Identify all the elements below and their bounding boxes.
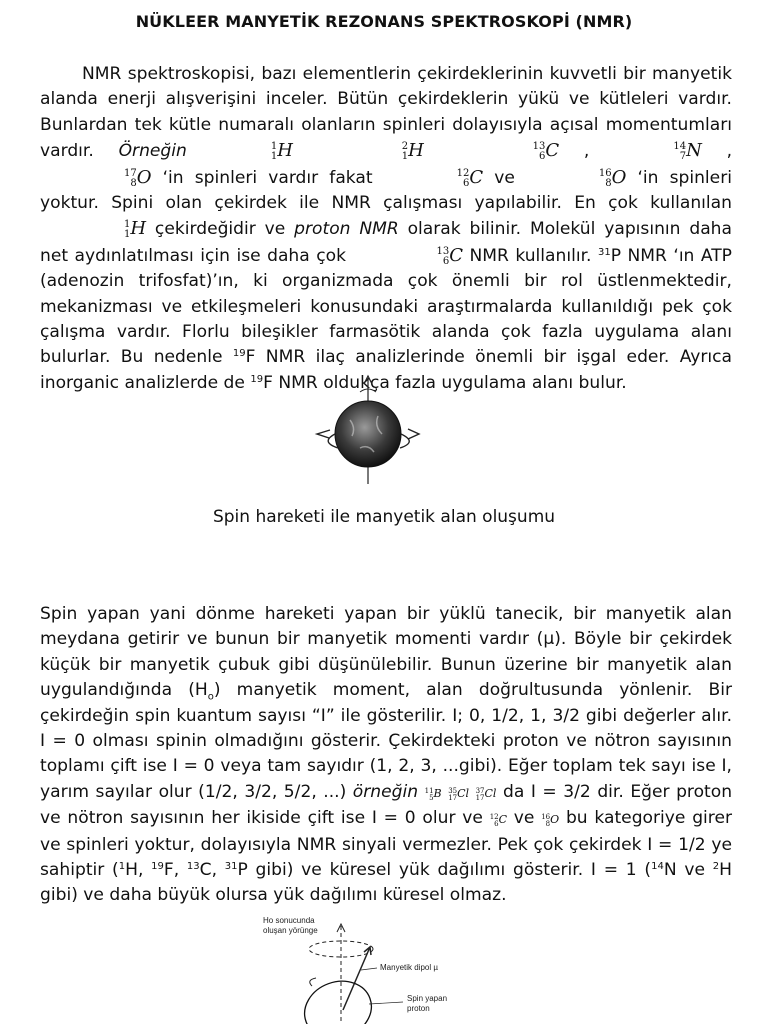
precession-figure [250, 912, 470, 1024]
spin-sphere-figure [300, 372, 440, 492]
isotope-c12: 12 6 C [456, 166, 484, 189]
label-proton-1: Spin yapan [407, 994, 448, 1003]
isotope-h2: 2 1 H [401, 140, 424, 163]
isotope-n14: 14 7 N [673, 140, 702, 163]
label-orbit-2: oluşan yörünge [263, 926, 318, 935]
isotope-c12-small: 12 6 C [489, 813, 508, 829]
page-title: NÜKLEER MANYETİK REZONANS SPEKTROSKOPİ (NMR) [135, 12, 633, 31]
paragraph-intro: NMR spektroskopisi, bazı elementlerin çekirdeklerinin kuvvetli bir manyetik alanda enerji alışverişini inceler. Bütün çekirdeklerin yükü ve kütleleri vardır. Bunlardan tek kütle numaralı olanların spinleri dolayısıyla açısal momentumları vardır. Örneğin 1 1 H 2 1 H 13 6 C , 14 7 N , 17 8 O ‘in spinleri vardır fakat 12 6 C ve 16 8 O ‘in spinleri yoktur. Spini olan çekirdek ile NMR çalışması yapılabilir. En çok kullanılan 1 1 H çekirdeğidir ve proton NMR olarak bilinir. Molekül yapısının daha net aydınlatılması için ise daha çok 13 6 C NMR kullanılır. $^{31}$P NMR ‘ın ATP (adenozin trifosfat)’ın, ki organizmada çok önemli bir rol üstlenmektedir, mekanizması ve etkileşmeleri konusundaki araştırmalarda kullanıldığı pek çok çalışma vardır. Florlu bileşikler farmasötik alanda çok fazla uygulama alanı bulurlar. Bu nedenle $^{19}$F NMR ilaç analizlerinde önemli bir işgal eder. Ayrıca inorganic analizlerde de $^{19}$F NMR oldukça fazla uygulama alanı bulur. [40, 64, 733, 393]
isotope-b11: 11 5 B [424, 786, 442, 802]
isotope-h1-b: 1 1 H [124, 218, 147, 241]
label-orbit-1: Ho sonucunda [263, 916, 315, 925]
isotope-c13: 13 6 C [532, 140, 560, 163]
figure-caption: Spin hareketi ile manyetik alan oluşumu [212, 507, 556, 527]
label-proton-2: proton [407, 1004, 430, 1013]
label-dipole: Manyetik dipol µ [380, 963, 438, 972]
isotope-o16-small: 16 8 O [541, 813, 560, 829]
isotope-cl35: 35 17 Cl [448, 786, 470, 802]
paragraph-spin: Spin yapan yani dönme hareketi yapan bir yüklü tanecik, bir manyetik alan meydana getirir ve bunun bir manyetik momenti vardır (µ). Böyle bir çekirdek küçük bir manyetik çubuk gibi düşünülebilir. Bunun üzerine bir manyetik alan uygulandığında $(H_o)$ manyetik moment, alan doğrultusunda yönlenir. Bir çekirdeğin spin kuantum sayısı “I” ile gösterilir. I; 0, 1/2, 1, 3/2 gibi değerler alır. I = 0 olması spinin olmadığını gösterir. Çekirdekteki proton ve nötron sayısının toplamı çift ise I = 0 veya tam sayıdır (1, 2, 3, ...gibi). Eğer toplam tek sayı ise I, yarım sayılar olur (1/2, 3/2, 5/2, ...) örneğin 11 5 B 35 17 Cl 37 17 Cl da I = 3/2 dir. Eğer proton ve nötron sayısının her ikiside çift ise I = 0 olur ve 12 6 C ve 16 8 O bu kategoriye girer ve spinleri yoktur, dolayısıyla NMR sinyali vermezler. Pek çok çekirdek I = 1/2 ye sahiptir ($^1$H, $^{19}$F, $^{13}$C, $^{31}$P gibi) ve küresel yük dağılımı gösterir. I = 1 ($^{14}$N ve $^2$H gibi) ve daha büyük olursa yük dağılımı küresel olmaz. [40, 604, 733, 906]
isotope-h1: 1 1 H [270, 140, 293, 163]
isotope-c13-b: 13 6 C [436, 244, 463, 267]
isotope-o16: 16 8 O [598, 166, 627, 189]
isotope-cl37: 37 17 Cl [475, 786, 497, 802]
isotope-o17: 17 8 O [124, 166, 152, 189]
